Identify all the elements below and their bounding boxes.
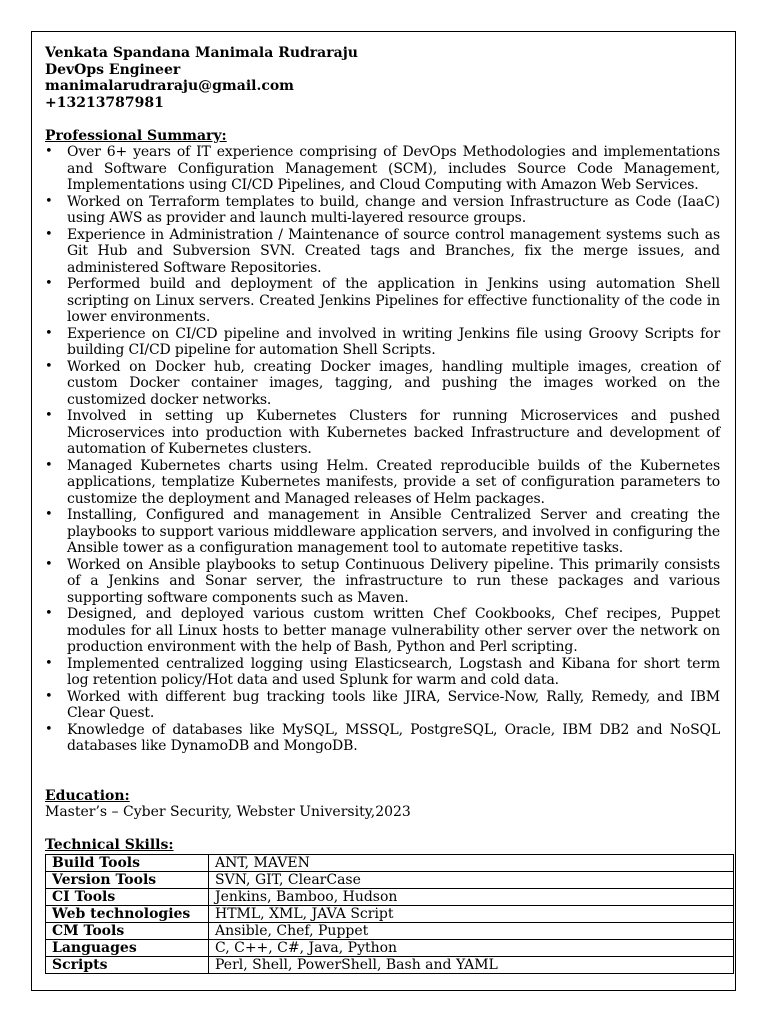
- skill-values: Perl, Shell, PowerShell, Bash and YAML: [209, 956, 734, 973]
- summary-item-text: Implemented centralized logging using Elasticsearch, Logstash and Kibana for short term log retention policy/Hot data and used Splunk for warm and cold data.: [67, 655, 720, 688]
- summary-item: [45, 359, 720, 409]
- table-row: [46, 939, 734, 956]
- summary-item: [45, 326, 720, 359]
- summary-item-text: Involved in setting up Kubernetes Clusters for running Microservices and pushed Microservices into production with Kubernetes backed Infrastructure and development of automation of Kubernetes clusters.: [67, 408, 720, 457]
- table-row: [46, 871, 734, 888]
- skill-category: CM Tools: [46, 922, 209, 939]
- bullet-icon: •: [45, 688, 53, 704]
- summary-item: [45, 507, 720, 557]
- summary-item-text: Experience in Administration / Maintenance of source control management systems such as Git Hub and Subversion SVN. Created tags and Branches, fix the merge issues, and administered Software Repositories.: [67, 226, 720, 276]
- skill-values: ANT, MAVEN: [209, 854, 734, 871]
- summary-item: [45, 689, 720, 722]
- bullet-icon: •: [45, 408, 53, 423]
- candidate-phone: +13213787981: [45, 94, 164, 111]
- skill-values: SVN, GIT, ClearCase: [209, 871, 734, 888]
- summary-item: [45, 656, 720, 689]
- bullet-icon: •: [45, 655, 53, 671]
- summary-item: [45, 557, 720, 607]
- candidate-name: Venkata Spandana Manimala Rudraraju: [45, 45, 358, 61]
- summary-item-text: Installing, Configured and management in Ansible Centralized Server and creating the playbooks to support various middleware application servers, and involved in configuring the Ansible tower as a configuration management tool to automate repetitive tasks.: [67, 507, 720, 556]
- table-row: [46, 854, 734, 871]
- summary-item-text: Worked on Ansible playbooks to setup Continuous Delivery pipeline. This primarily consists of a Jenkins and Sonar server, the infrastructure to run these packages and various supporting software components such as Maven.: [67, 556, 720, 606]
- skill-values: HTML, XML, JAVA Script: [209, 905, 734, 922]
- skill-category: Web technologies: [46, 905, 209, 922]
- bullet-icon: •: [45, 606, 53, 621]
- education-entry: Master’s – Cyber Security, Webster University,2023: [45, 804, 411, 820]
- bullet-icon: •: [45, 457, 53, 473]
- table-row: [46, 922, 734, 939]
- table-row: [46, 956, 734, 973]
- professional-summary-list: [45, 144, 720, 755]
- summary-item: [45, 606, 720, 656]
- skill-category: Languages: [46, 939, 209, 956]
- skill-category: Version Tools: [46, 871, 209, 888]
- bullet-icon: •: [45, 325, 53, 341]
- summary-item: [45, 194, 720, 227]
- technical-skills-table: [45, 854, 734, 974]
- summary-item-text: Designed, and deployed various custom written Chef Cookbooks, Chef recipes, Puppet modules for all Linux hosts to better manage vulnerability other server over the network on production environment with the help of Bash, Python and Perl scripting.: [67, 606, 720, 655]
- summary-item: [45, 144, 720, 194]
- skill-values: Ansible, Chef, Puppet: [209, 922, 734, 939]
- candidate-role: DevOps Engineer: [45, 61, 181, 78]
- summary-item-text: Managed Kubernetes charts using Helm. Created reproducible builds of the Kubernetes applications, templatize Kubernetes manifests, provide a set of configuration parameters to customize the deployment and Managed releases of Helm packages.: [67, 457, 720, 507]
- summary-item-text: Worked with different bug tracking tools like JIRA, Service-Now, Rally, Remedy, and IBM Clear Quest.: [67, 688, 720, 721]
- skill-category: Scripts: [46, 956, 209, 973]
- professional-summary-heading: Professional Summary:: [45, 127, 227, 144]
- summary-item: [45, 276, 720, 326]
- summary-item: [45, 408, 720, 458]
- summary-item-text: Knowledge of databases like MySQL, MSSQL, PostgreSQL, Oracle, IBM DB2 and NoSQL databases like DynamoDB and MongoDB.: [67, 721, 720, 754]
- summary-item-text: Over 6+ years of IT experience comprising of DevOps Methodologies and implementations and Software Configuration Management (SCM), includes Source Code Management, Implementations using CI/CD Pipelines, and Cloud Computing with Amazon Web Services.: [67, 144, 720, 193]
- technical-skills-heading: Technical Skills:: [45, 837, 174, 853]
- bullet-icon: •: [45, 556, 53, 572]
- skill-values: Jenkins, Bamboo, Hudson: [209, 888, 734, 905]
- summary-item-text: Experience on CI/CD pipeline and involved in writing Jenkins file using Groovy Scripts for building CI/CD pipeline for automation Shell Scripts.: [67, 325, 720, 358]
- table-row: [46, 888, 734, 905]
- summary-item: [45, 722, 720, 755]
- summary-item: [45, 227, 720, 277]
- bullet-icon: •: [45, 144, 53, 159]
- bullet-icon: •: [45, 507, 53, 522]
- summary-item-text: Worked on Terraform templates to build, change and version Infrastructure as Code (IaaC) using AWS as provider and launch multi-layered resource groups.: [67, 193, 720, 226]
- bullet-icon: •: [45, 193, 53, 209]
- skill-category: CI Tools: [46, 888, 209, 905]
- resume-header: [45, 45, 720, 111]
- skill-category: Build Tools: [46, 854, 209, 871]
- bullet-icon: •: [45, 721, 53, 737]
- candidate-email: manimalarudraraju@gmail.com: [45, 78, 294, 94]
- bullet-icon: •: [45, 226, 53, 242]
- summary-item-text: Worked on Docker hub, creating Docker images, handling multiple images, creation of custom Docker container images, tagging, and pushing the images worked on the customized docker networks.: [67, 358, 720, 408]
- resume-document: [45, 45, 720, 974]
- skill-values: C, C++, C#, Java, Python: [209, 939, 734, 956]
- bullet-icon: •: [45, 358, 53, 374]
- bullet-icon: •: [45, 276, 53, 291]
- summary-item: [45, 458, 720, 508]
- table-row: [46, 905, 734, 922]
- education-heading: Education:: [45, 787, 130, 804]
- summary-item-text: Performed build and deployment of the application in Jenkins using automation Shell scripting on Linux servers. Created Jenkins Pipelines for effective functionality of the code in lower environments.: [67, 276, 720, 325]
